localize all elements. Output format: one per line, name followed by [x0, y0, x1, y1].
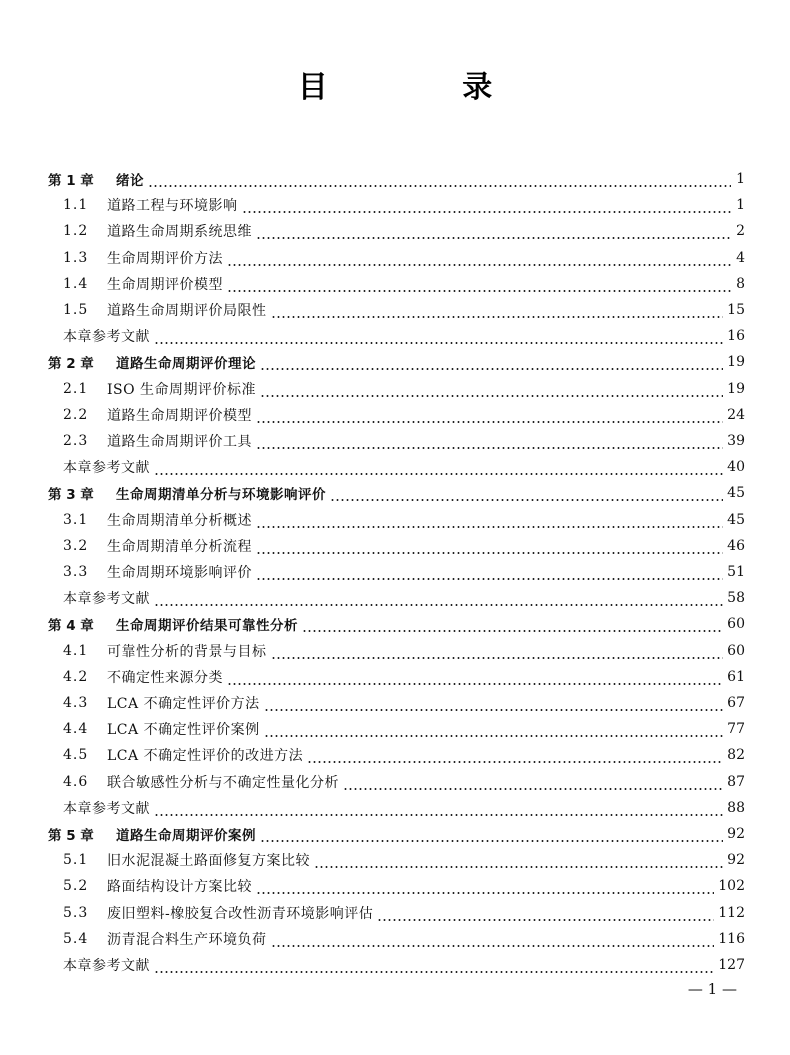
- toc-dot-leader: [227, 245, 731, 271]
- toc-entry-title: 生命周期清单分析流程: [107, 538, 252, 555]
- toc-dot-leader: [264, 716, 724, 742]
- toc-entry-page: 88: [727, 799, 745, 816]
- toc-section-entry: [63, 507, 745, 533]
- toc-entry-number: 2.1: [63, 380, 89, 397]
- toc-dot-leader: [264, 690, 724, 716]
- toc-section-entry: [63, 428, 745, 454]
- toc-dot-leader: [271, 638, 724, 664]
- toc-entry-page: 92: [727, 852, 745, 869]
- toc-entry-page: 67: [727, 695, 745, 711]
- toc-entry-page: 19: [727, 380, 745, 397]
- toc-section-entry: [63, 638, 745, 664]
- toc-dot-leader: [256, 507, 723, 533]
- toc-entry-page: 116: [718, 930, 745, 947]
- toc-entry-title: 废旧塑料-橡胶复合改性沥青环境影响评估: [107, 905, 374, 922]
- page-number: — 1 —: [687, 980, 737, 998]
- toc-entry-page: 112: [718, 904, 745, 921]
- toc-entry-title: 不确定性来源分类: [107, 669, 223, 686]
- toc-entry-number: 4.2: [63, 668, 89, 685]
- toc-entry-number: 1.3: [63, 249, 89, 266]
- toc-section-entry: [63, 218, 745, 244]
- toc-entry-title: 旧水泥混凝土路面修复方案比较: [107, 853, 310, 870]
- toc-entry-title: 道路生命周期评价局限性: [107, 303, 267, 319]
- toc-entry-title: 本章参考文献: [63, 958, 150, 974]
- toc-entry-page: 19: [727, 354, 745, 371]
- toc-section-entry: [63, 402, 745, 428]
- toc-entry-number: 1.2: [63, 223, 89, 240]
- toc-section-entry: [63, 297, 745, 323]
- toc-entry-number: 2.3: [63, 433, 89, 449]
- toc-entry-page: 45: [727, 485, 745, 502]
- toc-section-entry: [63, 847, 745, 873]
- toc-dot-leader: [154, 585, 723, 611]
- toc-entry-title: ISO 生命周期评价标准: [107, 381, 257, 398]
- toc-dot-leader: [256, 402, 723, 428]
- toc-section-entry: [63, 271, 745, 297]
- toc-dot-leader: [154, 454, 723, 480]
- toc-entry-number: 4.3: [63, 695, 89, 711]
- toc-entry-number: 1.5: [63, 302, 89, 318]
- toc-entry-number: 4.5: [63, 747, 89, 764]
- toc-entry-title: 联合敏感性分析与不确定性量化分析: [107, 774, 339, 791]
- toc-section-entry: [63, 742, 745, 768]
- toc-entry-title: 道路生命周期评价案例: [116, 828, 256, 844]
- toc-entry-number: 5.4: [63, 930, 89, 947]
- toc-entry-page: 92: [727, 826, 745, 842]
- toc-dot-leader: [256, 428, 723, 454]
- toc-dot-leader: [302, 611, 723, 637]
- toc-entry-page: 77: [727, 721, 745, 738]
- toc-dot-leader: [227, 271, 731, 297]
- toc-entry-page: 4: [736, 249, 745, 266]
- toc-section-entry: [63, 873, 745, 899]
- toc-entry-title: 道路工程与环境影响: [107, 198, 238, 215]
- toc-dot-leader: [330, 480, 723, 506]
- toc-entry-title: 路面结构设计方案比较: [107, 879, 252, 896]
- toc-section-entry: [63, 664, 745, 690]
- toc-entry-page: 1: [736, 171, 745, 187]
- toc-entry-number: 2.2: [63, 406, 89, 423]
- toc-entry-title: 本章参考文献: [63, 800, 150, 817]
- toc-entry-number: 5.3: [63, 904, 89, 921]
- toc-dot-leader: [256, 873, 714, 899]
- toc-entry-title: 沥青混合料生产环境负荷: [107, 931, 267, 948]
- toc-entry-title: 道路生命周期评价工具: [107, 434, 252, 450]
- toc-entry-number: 第 4 章: [48, 618, 94, 635]
- toc-references-entry: [63, 795, 745, 821]
- toc-dot-leader: [256, 533, 723, 559]
- toc-entry-number: 第 3 章: [48, 487, 94, 504]
- toc-dot-leader: [256, 559, 723, 585]
- toc-dot-leader: [227, 664, 723, 690]
- toc-dot-leader: [148, 166, 731, 192]
- toc-dot-leader: [260, 376, 723, 402]
- toc-entry-page: 51: [727, 564, 745, 580]
- toc-references-entry: [63, 323, 745, 349]
- toc-entry-title: 绪论: [116, 173, 144, 189]
- toc-dot-leader: [154, 323, 723, 349]
- toc-entry-page: 24: [727, 406, 745, 423]
- toc-entry-title: LCA 不确定性评价案例: [107, 722, 260, 739]
- toc-section-entry: [63, 690, 745, 716]
- toc-chapter-entry: [48, 611, 745, 637]
- toc-entry-page: 15: [727, 302, 745, 318]
- toc-entry-page: 2: [736, 223, 745, 240]
- toc-references-entry: [63, 585, 745, 611]
- toc-entry-number: 5.1: [63, 852, 89, 869]
- toc-dot-leader: [307, 742, 723, 768]
- toc-entry-page: 60: [727, 616, 745, 633]
- toc-entry-title: LCA 不确定性评价方法: [107, 696, 260, 712]
- toc-entry-title: 本章参考文献: [63, 329, 150, 346]
- toc-dot-leader: [271, 926, 715, 952]
- toc-entry-page: 60: [727, 642, 745, 659]
- toc-entry-number: 第 5 章: [48, 828, 94, 844]
- toc-entry-number: 1.4: [63, 275, 89, 292]
- toc-entry-title: 生命周期评价模型: [107, 276, 223, 293]
- toc-dot-leader: [260, 821, 723, 847]
- toc-dot-leader: [154, 952, 714, 978]
- toc-chapter-entry: [48, 166, 745, 192]
- toc-entry-page: 82: [727, 747, 745, 764]
- toc-dot-leader: [377, 900, 714, 926]
- toc-section-entry: [63, 769, 745, 795]
- toc-entry-title: 本章参考文献: [63, 591, 150, 608]
- toc-dot-leader: [271, 297, 724, 323]
- toc-entry-page: 1: [736, 197, 745, 214]
- toc-dot-leader: [154, 795, 723, 821]
- toc-entry-title: 道路生命周期评价理论: [116, 356, 256, 373]
- toc-entry-number: 第 1 章: [48, 173, 94, 189]
- toc-references-entry: [63, 952, 745, 978]
- toc-entry-page: 8: [736, 275, 745, 292]
- toc-section-entry: [63, 376, 745, 402]
- toc-dot-leader: [314, 847, 723, 873]
- toc-dot-leader: [242, 192, 732, 218]
- toc-entry-page: 16: [727, 328, 745, 345]
- toc-references-entry: [63, 454, 745, 480]
- toc-entry-page: 61: [727, 668, 745, 685]
- toc-section-entry: [63, 245, 745, 271]
- toc-chapter-entry: [48, 349, 745, 375]
- toc-entry-page: 40: [727, 459, 745, 476]
- toc-entry-page: 58: [727, 590, 745, 607]
- toc-entry-title: 道路生命周期评价模型: [107, 407, 252, 424]
- toc-entry-number: 1.1: [63, 197, 89, 214]
- toc-chapter-entry: [48, 821, 745, 847]
- toc-entry-page: 102: [718, 878, 745, 895]
- toc-entry-number: 5.2: [63, 878, 89, 895]
- toc-dot-leader: [256, 218, 731, 244]
- toc-section-entry: [63, 716, 745, 742]
- toc-entry-number: 3.1: [63, 511, 89, 528]
- toc-entry-number: 3.2: [63, 537, 89, 554]
- toc-entry-title: LCA 不确定性评价的改进方法: [107, 748, 304, 765]
- toc-entry-page: 87: [727, 773, 745, 790]
- toc-entry-title: 可靠性分析的背景与目标: [107, 643, 267, 660]
- toc-entry-number: 4.6: [63, 773, 89, 790]
- toc-entry-page: 39: [727, 433, 745, 449]
- toc-entry-title: 生命周期评价方法: [107, 250, 223, 267]
- toc-section-entry: [63, 559, 745, 585]
- toc-entry-number: 第 2 章: [48, 356, 94, 373]
- toc-entry-title: 道路生命周期系统思维: [107, 224, 252, 241]
- toc-entry-title: 生命周期清单分析概述: [107, 512, 252, 529]
- toc-entry-number: 4.4: [63, 721, 89, 738]
- toc-entry-number: 3.3: [63, 564, 89, 580]
- toc-dot-leader: [343, 769, 723, 795]
- toc-entry-title: 生命周期评价结果可靠性分析: [116, 618, 298, 635]
- toc-entry-title: 生命周期环境影响评价: [107, 565, 252, 581]
- toc-section-entry: [63, 533, 745, 559]
- toc-entry-number: 4.1: [63, 642, 89, 659]
- toc-dot-leader: [260, 349, 723, 375]
- toc-entry-title: 本章参考文献: [63, 460, 150, 477]
- toc-section-entry: [63, 192, 745, 218]
- page-title: 目 录: [297, 70, 555, 105]
- toc-chapter-entry: [48, 480, 745, 506]
- toc-entry-page: 46: [727, 537, 745, 554]
- toc-section-entry: [63, 900, 745, 926]
- toc-entry-page: 45: [727, 511, 745, 528]
- toc-section-entry: [63, 926, 745, 952]
- toc-entry-page: 127: [718, 957, 745, 973]
- toc-entry-title: 生命周期清单分析与环境影响评价: [116, 487, 326, 504]
